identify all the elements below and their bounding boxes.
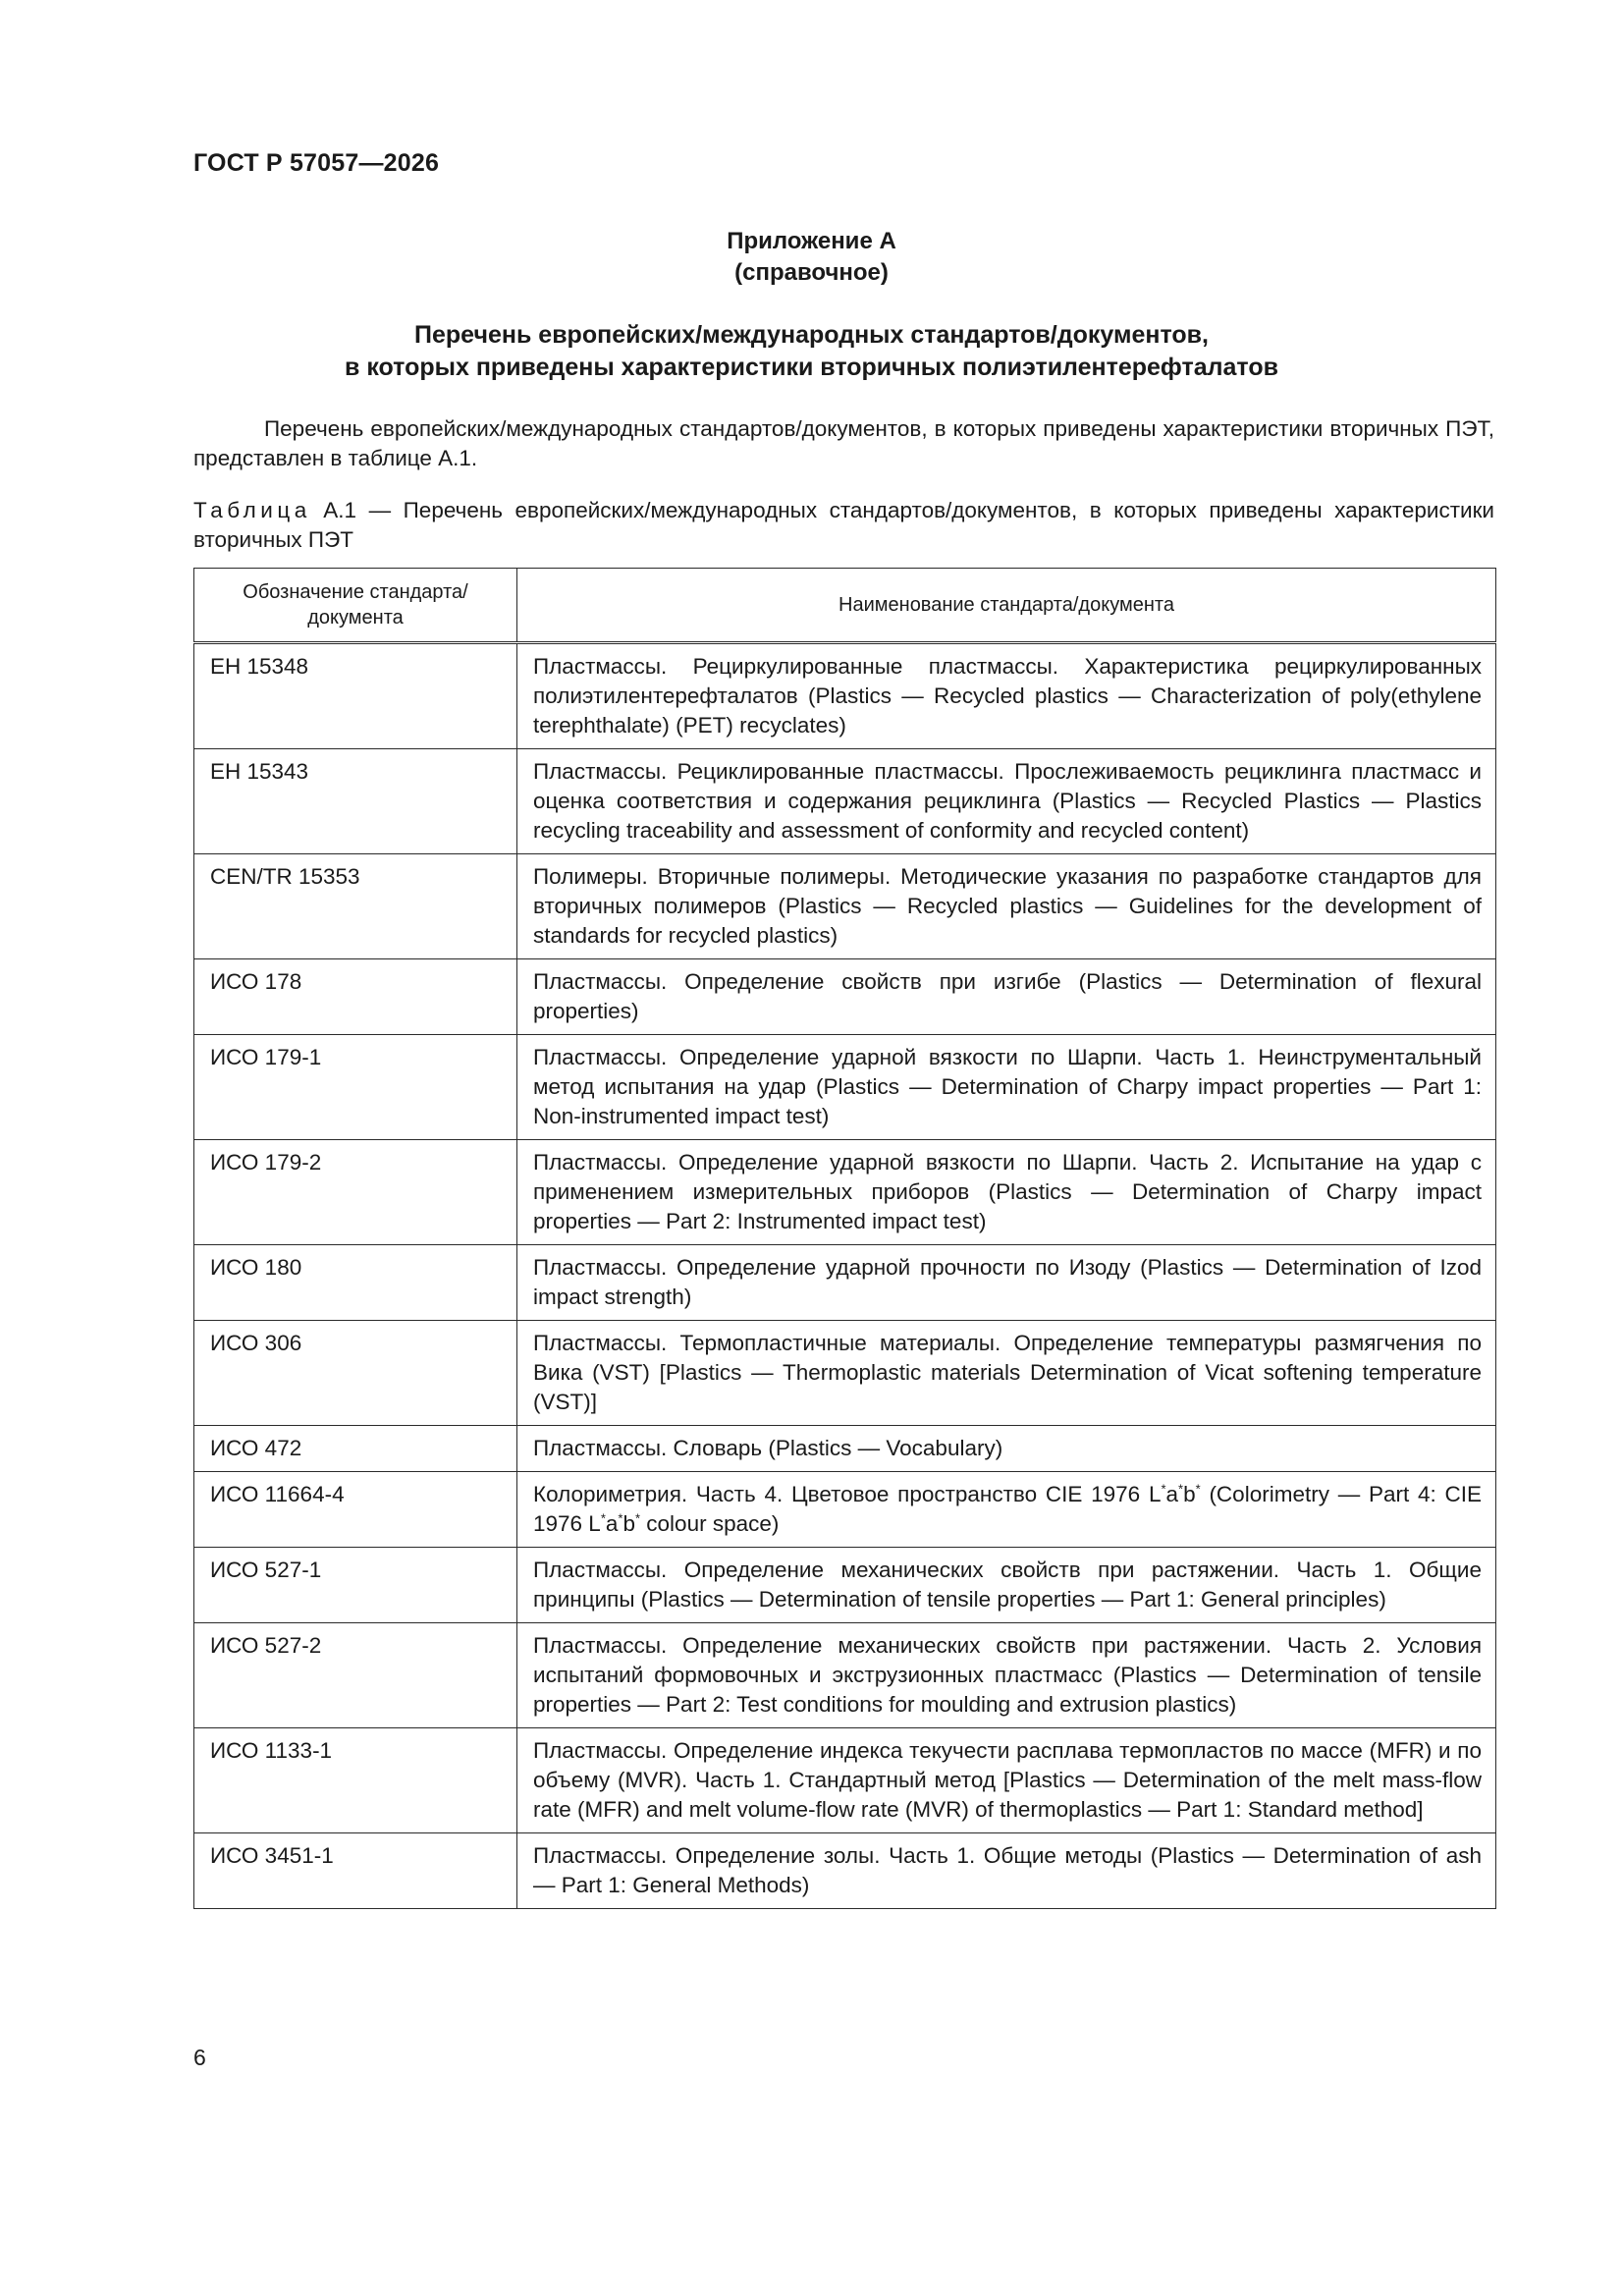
standard-name: Пластмассы. Определение свойств при изгибе (Plastics — Determination of flexural properties) <box>517 959 1496 1035</box>
column-header-name: Наименование стандарта/документа <box>517 569 1496 643</box>
table-row <box>194 749 1496 854</box>
table-row <box>194 643 1496 749</box>
standard-code: ИСО 11664-4 <box>194 1472 517 1548</box>
standard-name: Пластмассы. Определение механических свойств при растяжении. Часть 1. Общие принципы (Plastics — Determination of tensile properties — Part 1: General principles) <box>517 1548 1496 1623</box>
column-header-code: Обозначение стандарта/ документа <box>194 569 517 643</box>
table-row <box>194 1035 1496 1140</box>
standard-name: Пластмассы. Определение ударной прочности по Изоду (Plastics — Determination of Izod impact strength) <box>517 1245 1496 1321</box>
standard-code: ИСО 180 <box>194 1245 517 1321</box>
table-row <box>194 1472 1496 1548</box>
page-number: 6 <box>193 2045 206 2070</box>
table-row <box>194 1833 1496 1909</box>
standard-code: ИСО 472 <box>194 1426 517 1472</box>
standard-code: ИСО 306 <box>194 1321 517 1426</box>
standard-code: ЕН 15343 <box>194 749 517 854</box>
table-row <box>194 1623 1496 1728</box>
table-caption-text: А.1 — Перечень европейских/международных стандартов/документов, в которых приведены характеристики вторичных ПЭТ <box>193 498 1494 552</box>
standard-name: Пластмассы. Термопластичные материалы. Определение температуры размягчения по Вика (VST) [Plastics — Thermoplastic materials Determination of Vicat softening temperature (VST)] <box>517 1321 1496 1426</box>
table-body <box>194 643 1496 1909</box>
standard-code: ИСО 178 <box>194 959 517 1035</box>
standard-name: Пластмассы. Определение механических свойств при растяжении. Часть 2. Условия испытаний формовочных и экструзионных пластмасс (Plastics — Determination of tensile properties — Part 2: Test conditions for moulding and extrusion plastics) <box>517 1623 1496 1728</box>
standard-name: Пластмассы. Рециркулированные пластмассы. Характеристика рециркулированных полиэтилентерефталатов (Plastics — Recycled plastics — Characterization of poly(ethylene terephthalate) (PET) recyclates) <box>517 643 1496 749</box>
standard-name: Пластмассы. Определение золы. Часть 1. Общие методы (Plastics — Determination of ash — Part 1: General Methods) <box>517 1833 1496 1909</box>
standard-code: ИСО 527-1 <box>194 1548 517 1623</box>
table-row <box>194 1728 1496 1833</box>
appendix-kind: (справочное) <box>734 259 889 286</box>
intro-paragraph: Перечень европейских/международных стандартов/документов, в которых приведены характеристики вторичных ПЭТ, представлен в таблице А.1. <box>193 416 1494 470</box>
standard-name: Пластмассы. Определение ударной вязкости по Шарпи. Часть 2. Испытание на удар с применением измерительных приборов (Plastics — Determination of Charpy impact properties — Part 2: Instrumented impact test) <box>517 1140 1496 1245</box>
standard-code: ИСО 3451-1 <box>194 1833 517 1909</box>
table-header-row <box>194 569 1496 643</box>
appendix-heading <box>0 226 1623 289</box>
table-row <box>194 1426 1496 1472</box>
standard-name: Колориметрия. Часть 4. Цветовое пространство CIE 1976 L*a*b* (Colorimetry — Part 4: CIE 1976 L*a*b* colour space) <box>517 1472 1496 1548</box>
table-row <box>194 1245 1496 1321</box>
standard-code: ЕН 15348 <box>194 643 517 749</box>
standard-code: ИСО 527-2 <box>194 1623 517 1728</box>
table-row <box>194 854 1496 959</box>
standard-code: ИСО 179-2 <box>194 1140 517 1245</box>
standards-table <box>193 568 1496 1909</box>
standard-name: Пластмассы. Словарь (Plastics — Vocabulary) <box>517 1426 1496 1472</box>
appendix-title-line-2: в которых приведены характеристики вторичных полиэтилентерефталатов <box>345 354 1278 381</box>
standard-code: ИСО 179-1 <box>194 1035 517 1140</box>
table-row <box>194 1140 1496 1245</box>
table-row <box>194 1321 1496 1426</box>
standard-code: ИСО 1133-1 <box>194 1728 517 1833</box>
appendix-title-line-1: Перечень европейских/международных стандартов/документов, <box>414 321 1209 349</box>
standard-code: CEN/TR 15353 <box>194 854 517 959</box>
table-caption <box>193 496 1494 555</box>
table-row <box>194 959 1496 1035</box>
document-id: ГОСТ Р 57057—2026 <box>193 149 440 177</box>
appendix-label: Приложение А <box>727 228 896 254</box>
appendix-title <box>0 319 1623 384</box>
standard-name: Пластмассы. Определение индекса текучести расплава термопластов по массе (MFR) и по объему (MVR). Часть 1. Стандартный метод [Plastics — Determination of the melt mass-flow rate (MFR) and melt volume-flow rate (MVR) of thermoplastics — Part 1: Standard method] <box>517 1728 1496 1833</box>
standard-name: Пластмассы. Определение ударной вязкости по Шарпи. Часть 1. Неинструментальный метод испытания на удар (Plastics — Determination of Charpy impact properties — Part 1: Non-instrumented impact test) <box>517 1035 1496 1140</box>
table-caption-word: Таблица <box>193 498 311 522</box>
standard-name: Пластмассы. Рециклированные пластмассы. Прослеживаемость рециклинга пластмасс и оценка соответствия и содержания рециклинга (Plastics — Recycled Plastics — Plastics recycling traceability and assessment of conformity and recycled content) <box>517 749 1496 854</box>
table-row <box>194 1548 1496 1623</box>
standard-name: Полимеры. Вторичные полимеры. Методические указания по разработке стандартов для вторичных полимеров (Plastics — Recycled plastics — Guidelines for the development of standards for recycled plastics) <box>517 854 1496 959</box>
